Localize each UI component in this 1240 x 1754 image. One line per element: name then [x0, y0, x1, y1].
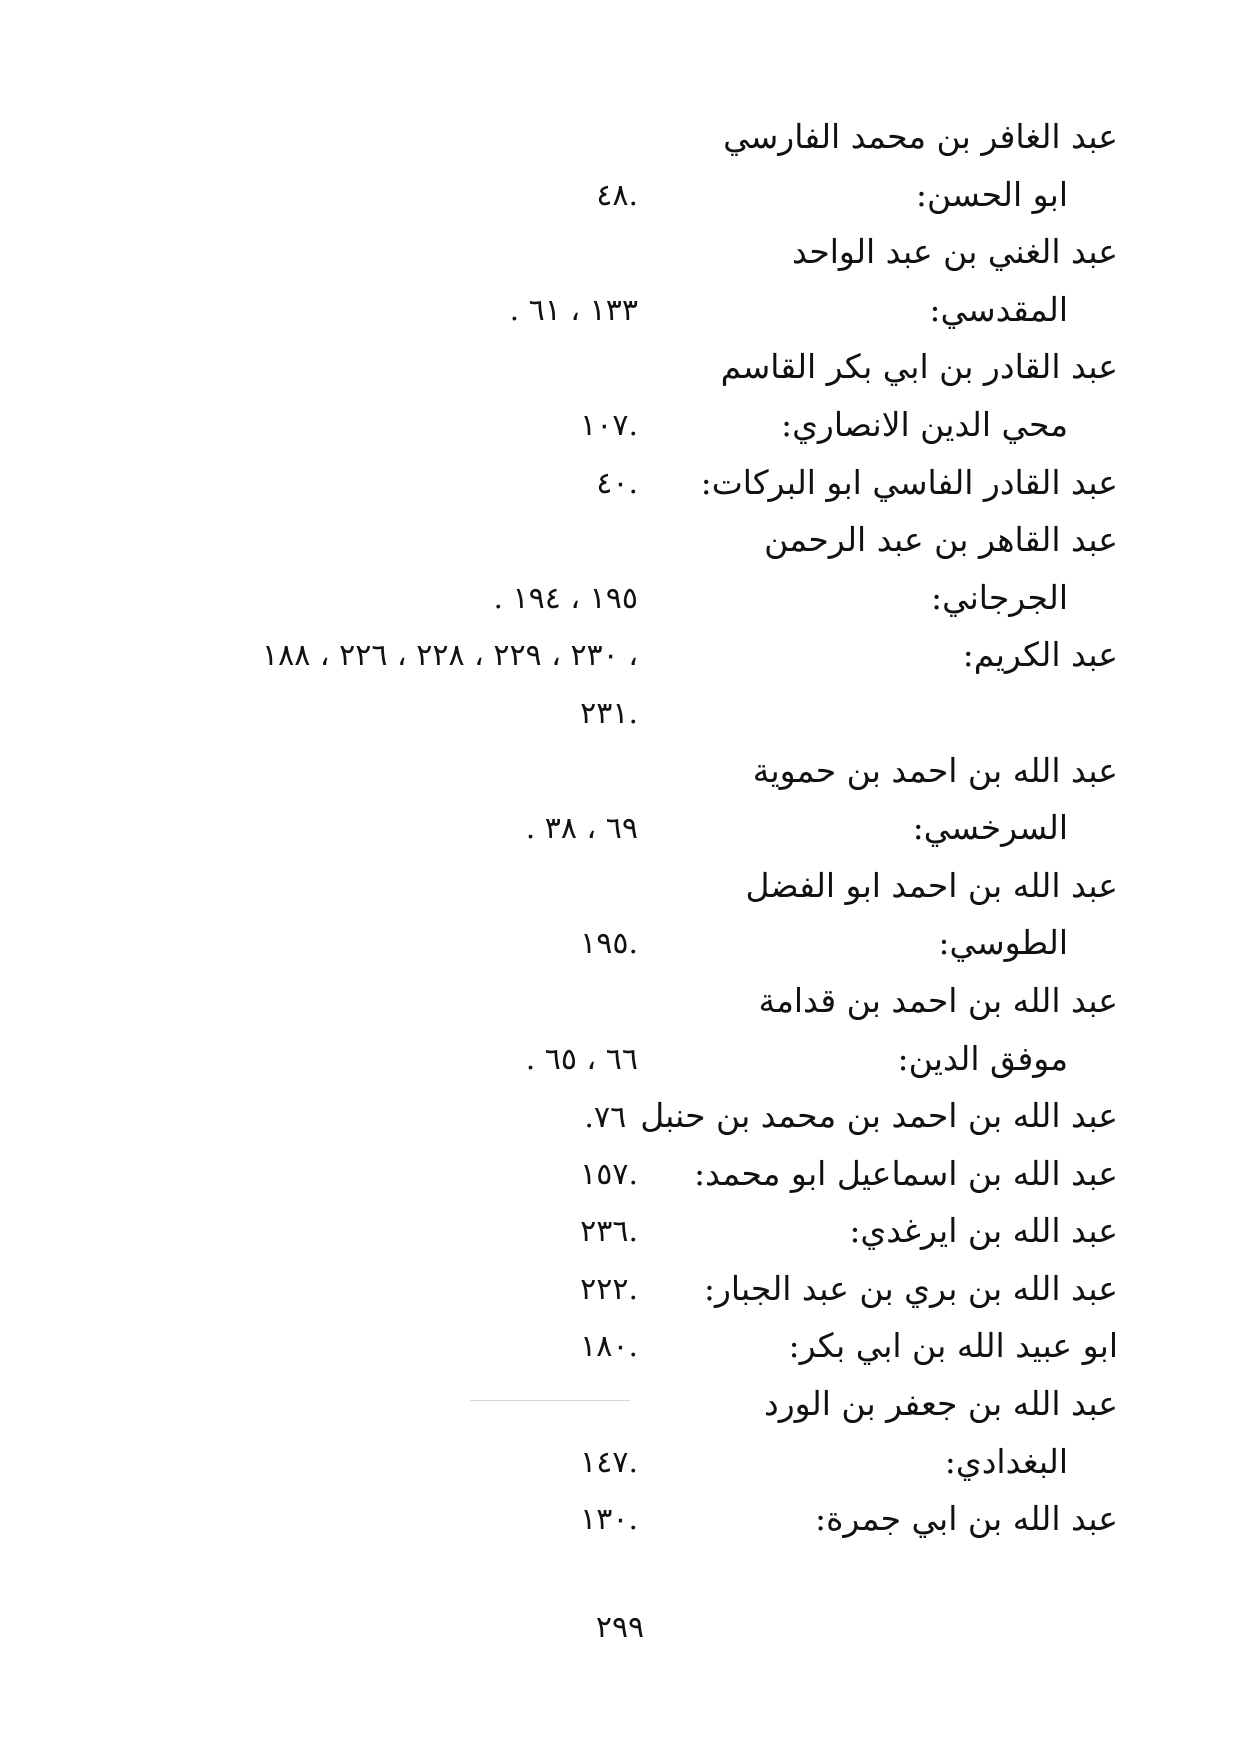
entry-name: [788, 1325, 1118, 1367]
index-entry: [0, 684, 1240, 742]
entry-name-text: عبد الغني بن عبد الواحد: [792, 232, 1118, 272]
entry-name: [694, 1153, 1118, 1195]
entry-name-text: الطوسي:: [938, 923, 1068, 963]
entry-pages: .٤٠: [596, 465, 638, 501]
entry-name: [704, 1268, 1118, 1310]
index-entry: [0, 1030, 1240, 1088]
index-entry: [0, 972, 1240, 1030]
index-entry: [0, 914, 1240, 972]
index-entry: [0, 857, 1240, 915]
index-entry: [0, 569, 1240, 627]
index-entry: [0, 108, 1240, 166]
entry-name-text: المقدسي:: [929, 289, 1068, 329]
entry-name: [931, 577, 1068, 619]
entry-name-text: عبد الله بن اسماعيل ابو محمد:: [693, 1153, 1118, 1193]
entry-name-text: البغدادي:: [944, 1441, 1068, 1481]
entry-name: [723, 116, 1118, 158]
index-entry: [0, 281, 1240, 339]
index-entry: [0, 742, 1240, 800]
entry-name: [938, 922, 1068, 964]
entry-name: [764, 519, 1118, 561]
entry-name: [759, 980, 1118, 1022]
entry-name: [849, 1210, 1118, 1252]
entry-pages: .٢٣١: [580, 695, 638, 731]
entry-name: [945, 1441, 1068, 1483]
entry-name-text: عبد الله بن ايرغدي:: [849, 1211, 1118, 1251]
entry-name-text: عبد الله بن احمد بن قدامة: [758, 980, 1118, 1020]
index-entry: [0, 799, 1240, 857]
entry-pages: .٢٢٢: [580, 1271, 638, 1307]
entry-name-text: عبد الله بن احمد بن حموية: [752, 750, 1118, 790]
index-entry: [0, 1145, 1240, 1203]
index-entry: [0, 511, 1240, 569]
divider-line: [470, 1400, 630, 1401]
entry-name: [963, 634, 1118, 676]
entry-pages: .١٠٧: [580, 407, 638, 443]
index-entry: [0, 1433, 1240, 1491]
index-entry: [0, 1260, 1240, 1318]
entry-name-text: ابو الحسن:: [915, 174, 1068, 214]
entry-pages: ٦٩ ، ٣٨ .: [525, 811, 638, 847]
entry-name: [916, 174, 1068, 216]
entry-name: [929, 289, 1068, 331]
index-entry: [0, 223, 1240, 281]
entry-pages: .١٨٠: [580, 1329, 638, 1365]
entry-name: [753, 750, 1118, 792]
entry-name-text: عبد الله بن بري بن عبد الجبار:: [703, 1268, 1118, 1308]
index-entry: [0, 1375, 1240, 1433]
entry-name-text: عبد الله بن جعفر بن الورد: [764, 1384, 1118, 1424]
index-entries: [0, 108, 1240, 1548]
entry-name-text: عبد القاهر بن عبد الرحمن: [764, 520, 1118, 560]
entry-pages: ١٩٥ ، ١٩٤ .: [493, 580, 638, 616]
entry-name: [746, 865, 1118, 907]
index-entry: [0, 1317, 1240, 1375]
entry-name-text: موفق الدين:: [897, 1038, 1068, 1078]
index-entry: [0, 338, 1240, 396]
entry-name-text: عبد القادر بن ابي بكر القاسم: [720, 347, 1118, 387]
entry-pages: .٤٨: [596, 177, 638, 213]
entry-pages: .٢٣٦: [580, 1214, 638, 1250]
entry-name-text: عبد الله بن احمد ابو الفضل: [745, 865, 1118, 905]
entry-pages: .١٩٥: [580, 926, 638, 962]
entry-name-text: عبد القادر الفاسي ابو البركات:: [700, 462, 1118, 502]
index-entry: [0, 1202, 1240, 1260]
entry-pages: .١٥٧: [580, 1156, 638, 1192]
index-entry: [0, 454, 1240, 512]
index-entry: [0, 396, 1240, 454]
entry-pages: ٦٦ ، ٦٥ .: [525, 1041, 638, 1077]
entry-name: [721, 346, 1118, 388]
entry-name-text: الجرجاني:: [931, 577, 1068, 617]
index-entry: [0, 166, 1240, 224]
entry-name-text: عبد الغافر بن محمد الفارسي: [723, 117, 1118, 156]
entry-name: [584, 1095, 1118, 1138]
entry-pages: .١٣٠: [580, 1502, 638, 1538]
page-number: ٢٩٩: [595, 1610, 645, 1645]
entry-pages: ١٣٣ ، ٦١ .: [509, 292, 638, 328]
entry-name: [815, 1498, 1118, 1540]
entry-name-text: عبد الله بن احمد بن محمد بن حنبل: [640, 1096, 1118, 1136]
entry-name: [913, 807, 1068, 849]
entry-name: [701, 462, 1118, 504]
entry-name-text: محي الدين الانصاري:: [780, 404, 1068, 444]
entry-name: [781, 404, 1068, 446]
entry-name-text: السرخسي:: [912, 808, 1068, 848]
entry-pages: ٧٦.: [584, 1100, 627, 1136]
index-entry: [0, 1087, 1240, 1145]
entry-name-text: عبد الكريم:: [962, 635, 1118, 675]
index-entry: [0, 1490, 1240, 1548]
entry-name-text: ابو عبيد الله بن ابي بكر:: [788, 1326, 1118, 1366]
entry-pages: .١٤٧: [580, 1444, 638, 1480]
entry-name: [792, 231, 1118, 273]
entry-name-text: عبد الله بن ابي جمرة:: [814, 1499, 1118, 1539]
entry-name: [898, 1038, 1068, 1080]
entry-name: [764, 1383, 1118, 1425]
index-entry: [0, 626, 1240, 684]
entry-pages: ، ٢٣٠ ، ٢٢٩ ، ٢٢٨ ، ٢٢٦ ، ١٨٨: [262, 638, 638, 674]
